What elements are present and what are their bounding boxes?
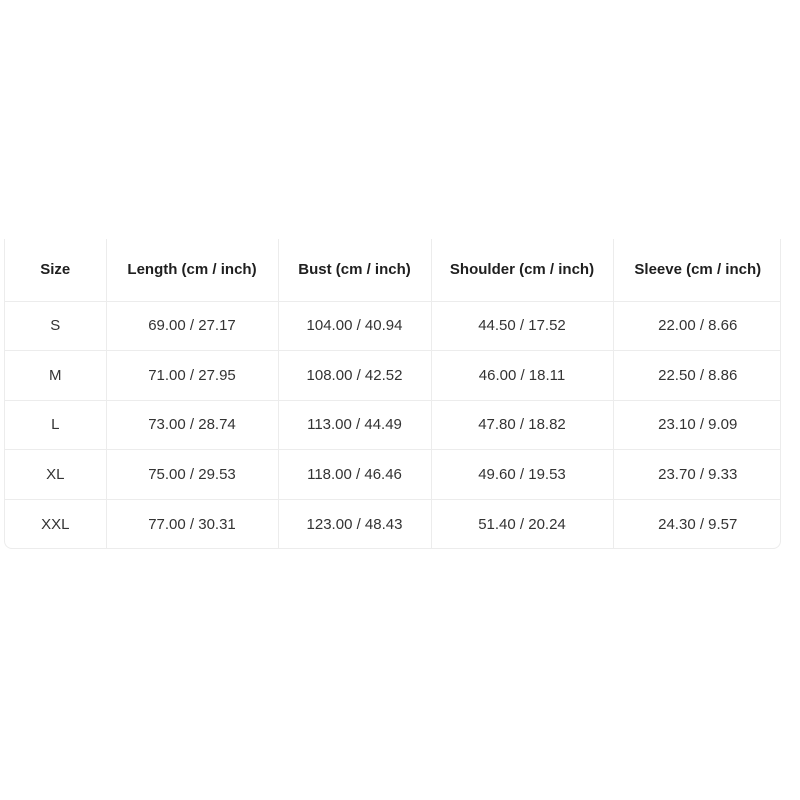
header-length: Length (cm / inch) xyxy=(106,239,278,301)
size-chart xyxy=(4,239,781,549)
cell-length: 73.00 / 28.74 xyxy=(106,400,278,450)
cell-sleeve: 22.50 / 8.86 xyxy=(613,351,781,401)
table-row xyxy=(5,301,781,351)
cell-size: L xyxy=(5,400,106,450)
header-shoulder: Shoulder (cm / inch) xyxy=(431,239,613,301)
cell-length: 71.00 / 27.95 xyxy=(106,351,278,401)
cell-sleeve: 24.30 / 9.57 xyxy=(658,515,738,533)
cell-size: M xyxy=(5,351,106,401)
cell-bust: 108.00 / 42.52 xyxy=(278,351,431,401)
cell-shoulder: 46.00 / 18.11 xyxy=(431,351,613,401)
cell-length: 75.00 / 29.53 xyxy=(106,450,278,500)
cell-bust: 104.00 / 40.94 xyxy=(278,301,431,351)
table-row xyxy=(5,351,781,401)
header-bust: Bust (cm / inch) xyxy=(278,239,431,301)
cell-shoulder: 49.60 / 19.53 xyxy=(431,450,613,500)
cell-shoulder: 47.80 / 18.82 xyxy=(431,400,613,450)
header-size: Size xyxy=(5,239,106,301)
size-chart-table xyxy=(5,239,781,549)
cell-size: XXL xyxy=(5,499,106,549)
table-row xyxy=(5,400,781,450)
cell-bust: 113.00 / 44.49 xyxy=(278,400,431,450)
cell-size: S xyxy=(5,301,106,351)
cell-bust: 118.00 / 46.46 xyxy=(278,450,431,500)
cell-sleeve: 22.00 / 8.66 xyxy=(613,301,781,351)
cell-sleeve: 23.70 / 9.33 xyxy=(613,450,781,500)
cell-size: XL xyxy=(5,450,106,500)
table-row xyxy=(5,450,781,500)
cell-shoulder: 44.50 / 17.52 xyxy=(431,301,613,351)
cell-shoulder: 51.40 / 20.24 xyxy=(431,499,613,549)
header-sleeve: Sleeve (cm / inch) xyxy=(613,239,781,301)
table-row xyxy=(5,499,781,549)
header-row xyxy=(5,239,781,301)
cell-length: 69.00 / 27.17 xyxy=(106,301,278,351)
cell-bust: 123.00 / 48.43 xyxy=(278,499,431,549)
cell-length: 77.00 / 30.31 xyxy=(106,499,278,549)
cell-sleeve: 23.10 / 9.09 xyxy=(613,400,781,450)
